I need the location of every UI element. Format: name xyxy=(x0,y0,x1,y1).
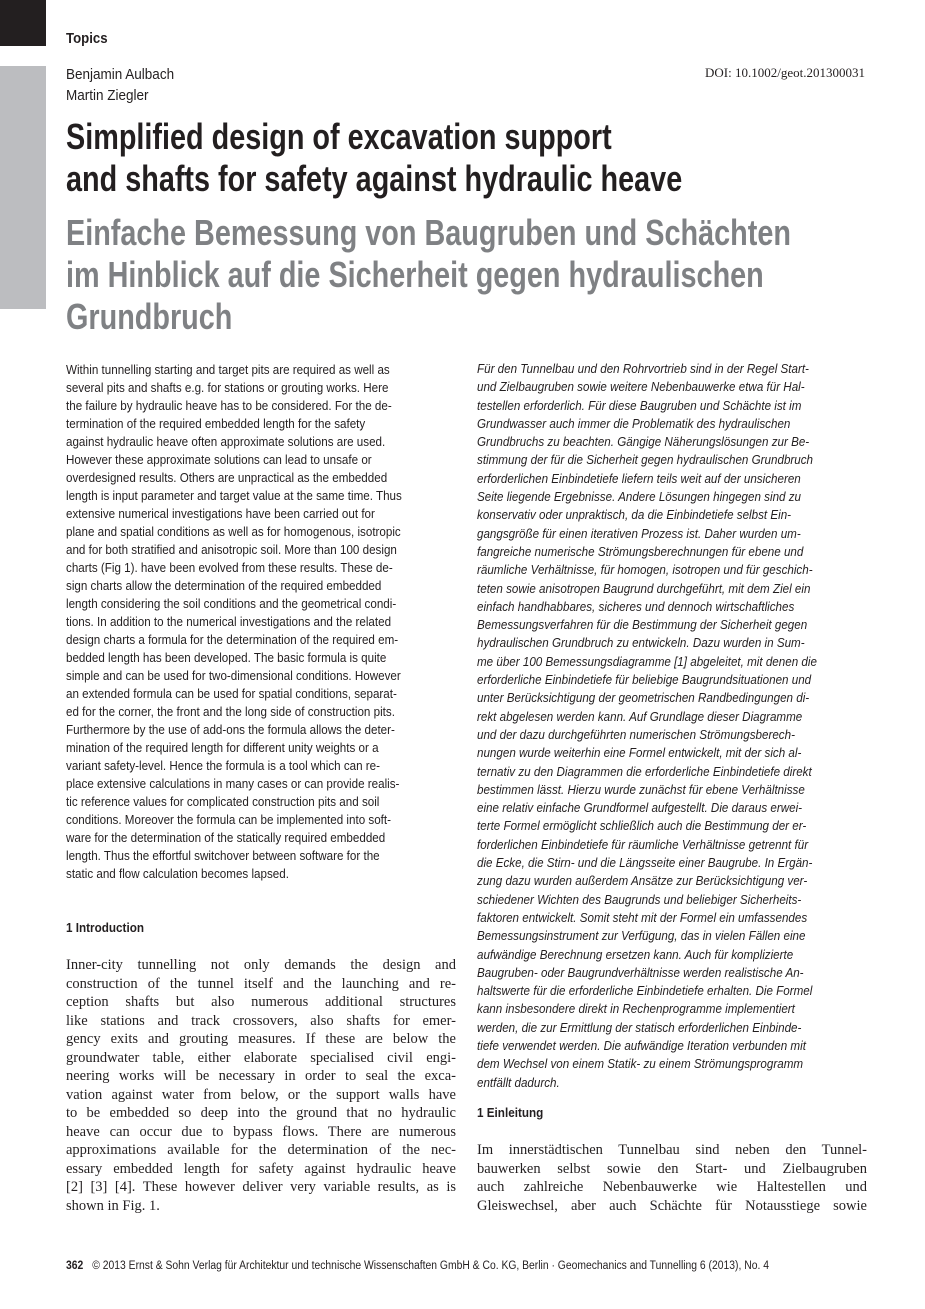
text-line xyxy=(477,525,867,543)
text-line: gency exits and grouting measures. If these are below the xyxy=(66,1031,456,1047)
text-line xyxy=(477,982,867,1000)
text-line: bauwerken selbst sowie den Start- und Zielbaugruben xyxy=(477,1160,867,1177)
text-line-content: einfach handhabbares, sicheres und dennoch wirtschaftliches xyxy=(477,599,795,614)
text-line-content: plane and spatial conditions as well as for homogenous, isotropic xyxy=(66,525,401,539)
text-line xyxy=(477,708,867,726)
text-line-content: ware for the determination of the statically required embedded xyxy=(66,831,386,845)
text-line xyxy=(66,595,456,613)
text-line xyxy=(477,726,867,744)
text-line-content: extensive numerical investigations have been carried out for xyxy=(66,507,375,521)
text-line-content: overdesigned results. Others are unpractical as the embedded xyxy=(66,471,388,485)
text-line xyxy=(477,1074,867,1092)
text-line-content: hydraulischen Grundbruch zu entwickeln. Dazu wurden in Sum- xyxy=(477,636,805,651)
text-line-content: length considering the soil conditions and the geometrical condi- xyxy=(66,597,397,611)
text-line-content: ed for the corner, the front and the long side of construction pits. xyxy=(66,705,395,719)
text-line xyxy=(66,667,456,685)
text-line-content: forderlichen Einbindetiefe für räumliche Verhältnisse getrennt für xyxy=(477,837,809,852)
text-line-content: Bemessungsverfahren für die Bestimmung der Sicherheit gegen xyxy=(477,618,808,633)
text-line-content: und der dazu durchgeführten numerischen Strömungsberech- xyxy=(477,727,795,742)
text-line xyxy=(477,836,867,854)
text-line-content: tions. In addition to the numerical investigations and the related xyxy=(66,615,392,629)
text-line xyxy=(66,469,456,487)
text-line: construction of the tunnel itself and the launching and re- xyxy=(66,975,456,992)
text-line-content: schiedener Wichten des Baugrunds und beliebiger Sicherheits- xyxy=(477,892,802,907)
text-line xyxy=(477,817,867,835)
text-line xyxy=(66,829,456,847)
doi: DOI: 10.1002/geot.201300031 xyxy=(705,65,865,80)
text-line: groundwater table, either elaborate specialised civil engi- xyxy=(66,1049,456,1066)
text-line-content: termination of the required embedded length for the safety xyxy=(66,417,366,431)
text-line-content: Grundwasser auch immer die Problematik des hydraulischen xyxy=(477,416,791,431)
text-line xyxy=(66,523,456,541)
text-line-content: kann insbesondere direkt in Rechenprogramme implementiert xyxy=(477,1002,795,1017)
text-line xyxy=(477,909,867,927)
text-line-content: Bemessungsinstrument zur Verfügung, das in vielen Fällen eine xyxy=(477,929,806,944)
text-line xyxy=(66,847,456,865)
text-line xyxy=(66,433,456,451)
text-line-content: und Zielbaugruben sowie weitere Nebenbauwerke etwa für Hal- xyxy=(477,380,805,395)
text-line xyxy=(477,506,867,524)
text-line xyxy=(66,811,456,829)
text-line-content: Seite liegende Ergebnisse. Andere Lösungen hingegen sind zu xyxy=(477,490,802,505)
introduction-text xyxy=(66,956,456,1215)
section-marker-gray xyxy=(0,66,46,309)
text-line-content: unter Berücksichtigung der geometrischen Randbedingungen di- xyxy=(477,691,810,706)
page-number: 362 xyxy=(66,1260,84,1272)
text-line xyxy=(477,781,867,799)
text-line-content: stimmung der für die Sicherheit gegen hydraulischen Grundbruch xyxy=(477,453,814,468)
text-line-content: konservativ oder unpraktisch, da die Einbindetiefe selbst Ein- xyxy=(477,508,792,523)
text-line-content: aufwändige Berechnung ersetzen kann. Auch für komplizierte xyxy=(477,947,794,962)
text-line: ception shafts but also numerous additional structures xyxy=(66,994,456,1010)
text-line xyxy=(477,1055,867,1073)
text-line xyxy=(66,379,456,397)
text-line xyxy=(477,1000,867,1018)
text-line xyxy=(66,721,456,739)
text-line-content: ternativ zu den Diagrammen die erforderliche Einbindetiefe direkt xyxy=(477,764,812,779)
copyright-line: © 2013 Ernst & Sohn Verlag für Architektur und technische Wissenschaften GmbH & Co. KG, Berlin · Geomechanics and Tunnelling 6 (2013), No. 4 xyxy=(92,1260,769,1272)
text-line: vation against water from below, or the support walls have xyxy=(66,1086,456,1103)
text-line xyxy=(66,415,456,433)
section-marker-black xyxy=(0,0,46,46)
text-line: auch zahlreiche Nebenbauwerke wie Haltestellen und xyxy=(477,1179,867,1195)
subtitle-line: im Hinblick auf die Sicherheit gegen hydraulischen xyxy=(66,254,764,295)
text-line xyxy=(477,561,867,579)
section-label: Topics xyxy=(66,30,108,47)
text-line-content: entfällt dadurch. xyxy=(477,1075,560,1090)
text-line-content: simple and can be used for two-dimensional conditions. However xyxy=(66,669,401,683)
text-line-content: Grundbruchs zu beachten. Gängige Näherungslösungen zur Be- xyxy=(477,435,810,450)
text-line-content: terte Formel ermöglicht schließlich auch die Bestimmung der er- xyxy=(477,819,807,834)
text-line xyxy=(66,451,456,469)
text-line xyxy=(66,541,456,559)
text-line xyxy=(66,397,456,415)
text-line: approximations available for the determination of the nec- xyxy=(66,1142,456,1158)
text-line-content: gangsgröße für einen iterativen Prozess ist. Daher wurden um- xyxy=(477,526,801,541)
text-line xyxy=(66,577,456,595)
text-line xyxy=(477,360,867,378)
title-line: Simplified design of excavation support xyxy=(66,116,612,157)
text-line xyxy=(477,543,867,561)
article-subtitle-german xyxy=(66,212,791,338)
text-line-content: against hydraulic heave often approximate solutions are used. xyxy=(66,435,386,449)
text-line-content: However these approximate solutions can lead to unsafe or xyxy=(66,453,372,467)
text-line-content: fangreiche numerische Strömungsberechnungen für ebene und xyxy=(477,544,804,559)
text-line-content: an extended formula can be used for spatial conditions, separat- xyxy=(66,687,397,701)
abstract-english xyxy=(66,361,456,883)
text-line: to be embedded so deep into the ground that no hydraulic xyxy=(66,1105,456,1121)
text-line xyxy=(66,703,456,721)
text-line xyxy=(477,671,867,689)
text-line xyxy=(477,1019,867,1037)
text-line-content: tiefe verwendet werden. Die aufwändige Iteration verbunden mit xyxy=(477,1038,806,1053)
text-line-content: haltswerte für die erforderliche Einbindetiefe erhalten. Die Formel xyxy=(477,984,813,999)
author-name: Martin Ziegler xyxy=(66,87,149,104)
page-footer xyxy=(66,1260,769,1272)
text-line: Inner-city tunnelling not only demands the design and xyxy=(66,957,456,973)
text-line xyxy=(477,378,867,396)
text-line xyxy=(66,613,456,631)
text-line-content: me über 100 Bemessungsdiagramme [1] abgeleitet, mit denen die xyxy=(477,654,817,669)
text-line xyxy=(477,580,867,598)
text-line xyxy=(477,927,867,945)
text-line-content: several pits and shafts e.g. for stations or grouting works. Here xyxy=(66,381,389,395)
text-line-content: nungen wurde weiterhin eine Formel entwickelt, mit der sich al- xyxy=(477,746,802,761)
text-line-content: erforderlichen Einbindetiefe liefern teils weit auf der unsicheren xyxy=(477,471,801,486)
section-heading-einleitung: 1 Einleitung xyxy=(477,1105,544,1120)
text-line xyxy=(477,1037,867,1055)
subtitle-line: Grundbruch xyxy=(66,296,233,337)
text-line: neering works will be necessary in order to seal the exca- xyxy=(66,1068,456,1084)
text-line-content: testellen erforderlich. Für diese Baugruben und Schächte ist im xyxy=(477,398,802,413)
text-line-content: teten sowie anisotropen Baugrund durchgeführt, mit dem Ziel ein xyxy=(477,581,811,596)
text-line-content: charts (Fig 1). have been evolved from these results. These de- xyxy=(66,561,393,575)
text-line xyxy=(66,865,456,883)
text-line xyxy=(477,854,867,872)
text-line-content: tic reference values for complicated construction pits and soil xyxy=(66,795,380,809)
text-line-content: design charts a formula for the determination of the required em- xyxy=(66,633,399,647)
text-line-content: Baugruben- oder Baugrundverhältnisse werden realistische An- xyxy=(477,965,804,980)
text-line-content: Within tunnelling starting and target pits are required as well as xyxy=(66,363,390,377)
text-line xyxy=(477,433,867,451)
subtitle-line: Einfache Bemessung von Baugruben und Schächten xyxy=(66,212,791,253)
text-line xyxy=(477,470,867,488)
text-line-content: conditions. Moreover the formula can be implemented into soft- xyxy=(66,813,392,827)
text-line xyxy=(66,487,456,505)
text-line-content: length is input parameter and target value at the same time. Thus xyxy=(66,489,402,503)
text-line: essary embedded length for safety against hydraulic heave xyxy=(66,1160,456,1177)
text-line xyxy=(477,946,867,964)
text-line-content: Für den Tunnelbau und den Rohrvortrieb sind in der Regel Start- xyxy=(477,362,809,376)
text-line-content: and for both stratified and anisotropic soil. More than 100 design xyxy=(66,543,397,557)
text-line xyxy=(477,964,867,982)
text-line xyxy=(477,799,867,817)
text-line: [2] [3] [4]. These however deliver very variable results, as is xyxy=(66,1179,456,1195)
article-title xyxy=(66,116,682,200)
text-line xyxy=(477,397,867,415)
text-line-content: dem Wechsel von einem Statik- zu einem Strömungsprogramm xyxy=(477,1057,804,1072)
text-line-content: erforderliche Einbindetiefe für beliebige Baugrundsituationen und xyxy=(477,673,812,688)
text-line xyxy=(66,631,456,649)
text-line xyxy=(477,616,867,634)
abstract-german xyxy=(477,360,867,1092)
text-line xyxy=(66,685,456,703)
text-line xyxy=(66,505,456,523)
text-line-content: Furthermore by the use of add-ons the formula allows the deter- xyxy=(66,723,395,737)
text-line-content: bedded length has been developed. The basic formula is quite xyxy=(66,651,387,665)
text-line-content: length. Thus the effortful switchover between software for the xyxy=(66,849,380,863)
text-line xyxy=(66,739,456,757)
text-line-content: variant safety-level. Hence the formula is a tool which can re- xyxy=(66,759,381,773)
text-line-content: bestimmen lässt. Hierzu wurde zunächst für ebene Verhältnisse xyxy=(477,782,805,797)
text-line: like stations and track crossovers, also shafts for emer- xyxy=(66,1012,456,1029)
text-line xyxy=(66,757,456,775)
text-line xyxy=(66,649,456,667)
author-name: Benjamin Aulbach xyxy=(66,66,175,83)
text-line xyxy=(477,451,867,469)
text-line-content: eine relativ einfache Grundformel aufgestellt. Die daraus erwei- xyxy=(477,801,803,816)
text-line-content: werden, die zur Ermittlung der statisch erforderlichen Einbinde- xyxy=(477,1020,802,1035)
einleitung-text xyxy=(477,1141,867,1215)
text-line xyxy=(66,793,456,811)
text-line-content: the failure by hydraulic heave has to be considered. For the de- xyxy=(66,399,392,413)
text-line-content: rekt abgelesen werden kann. Auf Grundlage dieser Diagramme xyxy=(477,709,803,724)
text-line xyxy=(477,634,867,652)
text-line: Im innerstädtischen Tunnelbau sind neben den Tunnel- xyxy=(477,1142,867,1158)
text-line-content: faktoren entwickelt. Somit steht mit der Formel ein umfassendes xyxy=(477,910,808,925)
text-line xyxy=(477,891,867,909)
text-line-content: zung dazu wurden außerdem Ansätze zur Berücksichtigung ver- xyxy=(477,874,808,889)
text-line-content: sign charts allow the determination of the required embedded xyxy=(66,579,382,593)
text-line-content: static and flow calculation becomes lapsed. xyxy=(66,867,289,881)
text-line xyxy=(66,775,456,793)
title-line: and shafts for safety against hydraulic heave xyxy=(66,158,683,199)
text-line xyxy=(477,653,867,671)
text-line xyxy=(477,415,867,433)
text-line xyxy=(477,763,867,781)
text-line xyxy=(477,689,867,707)
text-line: shown in Fig. 1. xyxy=(66,1197,160,1214)
section-heading-introduction: 1 Introduction xyxy=(66,920,145,935)
text-line-content: räumliche Verhältnisse, für homogen, isotropen und für geschich- xyxy=(477,563,813,578)
text-line xyxy=(66,559,456,577)
authors xyxy=(66,64,174,106)
text-line: Gleiswechsel, aber auch Schächte für Notausstiege sowie xyxy=(477,1197,867,1214)
text-line xyxy=(477,488,867,506)
text-line-content: die Ecke, die Stirn- und die Längsseite einer Baugrube. In Ergän- xyxy=(477,856,813,871)
text-line xyxy=(477,744,867,762)
text-line-content: mination of the required length for different unity weights or a xyxy=(66,741,379,755)
text-line xyxy=(477,872,867,890)
text-line xyxy=(66,361,456,379)
text-line: heave can occur due to bypass flows. There are numerous xyxy=(66,1123,456,1140)
text-line-content: place extensive calculations in many cases or can provide realis- xyxy=(66,777,400,791)
text-line xyxy=(477,598,867,616)
